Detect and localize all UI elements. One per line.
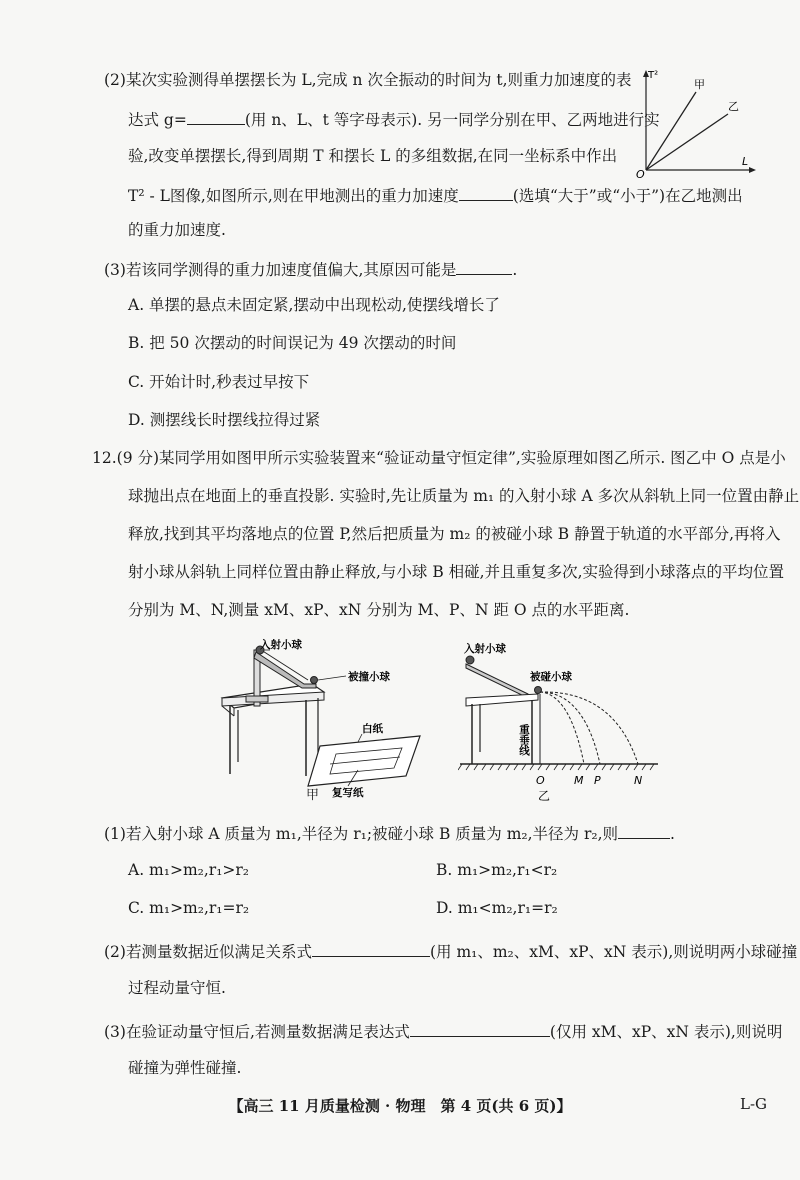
answer-blank-compare[interactable] <box>459 184 513 201</box>
paper-code: L-G <box>740 1095 768 1113</box>
graph-line-jia <box>646 92 696 170</box>
q11-p2-line4b: (选填“大于”或“小于”)在乙地测出 <box>512 187 743 205</box>
q11-p3-stem <box>104 258 517 280</box>
answer-blank-g[interactable] <box>187 108 245 125</box>
figure-jia-caption: 甲 <box>306 788 320 803</box>
fig-jia-incident-label: 入射小球 <box>260 639 302 651</box>
q11-p3-stem-text: (3)若该同学测得的重力加速度值偏大,其原因可能是 <box>104 261 457 279</box>
q12-line4: 射小球从斜轨上同样位置由静止释放,与小球 B 相碰,并且重复多次,实验得到小球落点的平均位置 <box>128 563 785 581</box>
graph-line-yi-label: 乙 <box>728 100 739 113</box>
q11-p2-line4 <box>128 184 743 206</box>
answer-blank-reason[interactable] <box>456 258 512 275</box>
answer-blank-s3[interactable] <box>410 1020 550 1037</box>
q12-s2 <box>104 940 797 962</box>
q12-s3-c: 碰撞为弹性碰撞. <box>128 1059 242 1077</box>
figure-yi-principle <box>458 636 678 806</box>
q11-p2-line5: 的重力加速度. <box>128 221 226 239</box>
fig-jia-carbon-paper-label: 复写纸 <box>332 787 364 799</box>
graph-y-label: T² <box>648 70 659 81</box>
fig-jia-target-label: 被撞小球 <box>348 671 390 683</box>
q12-s2-a: (2)若测量数据近似满足关系式 <box>104 943 312 961</box>
q11-p2-line3: 验,改变单摆摆长,得到周期 T 和摆长 L 的多组数据,在同一坐标系中作出 <box>128 147 618 165</box>
answer-blank-s1[interactable] <box>618 822 670 839</box>
graph-line-jia-label: 甲 <box>694 78 705 91</box>
fig-yi-incident-label: 入射小球 <box>464 643 506 655</box>
q12-s1-option-d: D. m₁<m₂,r₁=r₂ <box>436 899 558 917</box>
target-ball-jia <box>311 677 318 684</box>
page-footer: 【高三 11 月质量检测 · 物理 第 4 页(共 6 页)】 <box>228 1097 572 1115</box>
figure-jia-apparatus <box>212 636 442 806</box>
q12-s2-b: (用 m₁、m₂、xM、xP、xN 表示),则说明两小球碰撞 <box>429 943 798 961</box>
q12-s1-end: . <box>670 825 675 843</box>
q12-s1-option-c: C. m₁>m₂,r₁=r₂ <box>128 899 250 917</box>
q11-p3-end: . <box>512 261 518 279</box>
fig-yi-O-label: O <box>536 774 545 787</box>
graph-origin-label: O <box>636 168 645 180</box>
q12-s3-a: (3)在验证动量守恒后,若测量数据满足表达式 <box>104 1023 410 1041</box>
graph-line-yi <box>646 114 728 170</box>
fig-yi-target-label: 被碰小球 <box>530 671 572 683</box>
q11-option-d: D. 测摆线长时摆线拉得过紧 <box>128 411 321 429</box>
fig-yi-plumb-label: 重垂线 <box>518 724 530 756</box>
q12-s1-stem <box>104 822 675 844</box>
q12-line2: 球抛出点在地面上的垂直投影. 实验时,先让质量为 m₁ 的入射小球 A 多次从斜轨上同一位置由静止 <box>128 487 800 505</box>
q12-line1 <box>92 448 786 468</box>
q12-line1-text: (9 分)某同学用如图甲所示实验装置来“验证动量守恒定律”,实验原理如图乙所示. 图乙中 O 点是小 <box>116 449 786 467</box>
q11-p2-line4a: T² - L图像,如图所示,则在甲地测出的重力加速度 <box>128 187 459 205</box>
q12-s1-stem-text: (1)若入射小球 A 质量为 m₁,半径为 r₁;被碰小球 B 质量为 m₂,半径为 r₂,则 <box>104 825 619 843</box>
t2-l-graph <box>628 62 758 180</box>
q11-option-c: C. 开始计时,秒表过早按下 <box>128 373 310 391</box>
figure-yi-caption: 乙 <box>538 789 551 803</box>
answer-blank-s2[interactable] <box>312 940 430 957</box>
q12-number: 12. <box>92 449 117 467</box>
q12-s1-option-a: A. m₁>m₂,r₁>r₂ <box>128 861 250 879</box>
q11-p2-line1: (2)某次实验测得单摆摆长为 L,完成 n 次全振动的时间为 t,则重力加速度的表 <box>104 71 632 89</box>
fig-yi-M-label: M <box>574 774 584 787</box>
q12-line5: 分别为 M、N,测量 xM、xP、xN 分别为 M、P、N 距 O 点的水平距离. <box>128 601 630 619</box>
q12-s3 <box>104 1020 782 1042</box>
fig-yi-P-label: P <box>594 774 601 787</box>
q11-p2-line2b: (用 n、L、t 等字母表示). 另一同学分别在甲、乙两地进行实 <box>244 111 660 129</box>
q12-line3: 释放,找到其平均落地点的位置 P,然后把质量为 m₂ 的被碰小球 B 静置于轨道的水平部分,再将入 <box>128 525 781 543</box>
graph-x-label: L <box>742 155 749 168</box>
fig-yi-N-label: N <box>634 774 643 787</box>
q11-p2-line2 <box>128 108 660 130</box>
q11-p2-line2a: 达式 g= <box>128 111 187 129</box>
q11-option-a: A. 单摆的悬点未固定紧,摆动中出现松动,使摆线增长了 <box>128 296 500 314</box>
q12-s3-b: (仅用 xM、xP、xN 表示),则说明 <box>549 1023 783 1041</box>
q12-s2-c: 过程动量守恒. <box>128 979 226 997</box>
fig-jia-white-paper-label: 白纸 <box>362 723 383 735</box>
q11-option-b: B. 把 50 次摆动的时间误记为 49 次摆动的时间 <box>128 334 457 352</box>
q12-s1-option-b: B. m₁>m₂,r₁<r₂ <box>436 861 558 879</box>
incident-ball-yi <box>466 656 474 664</box>
